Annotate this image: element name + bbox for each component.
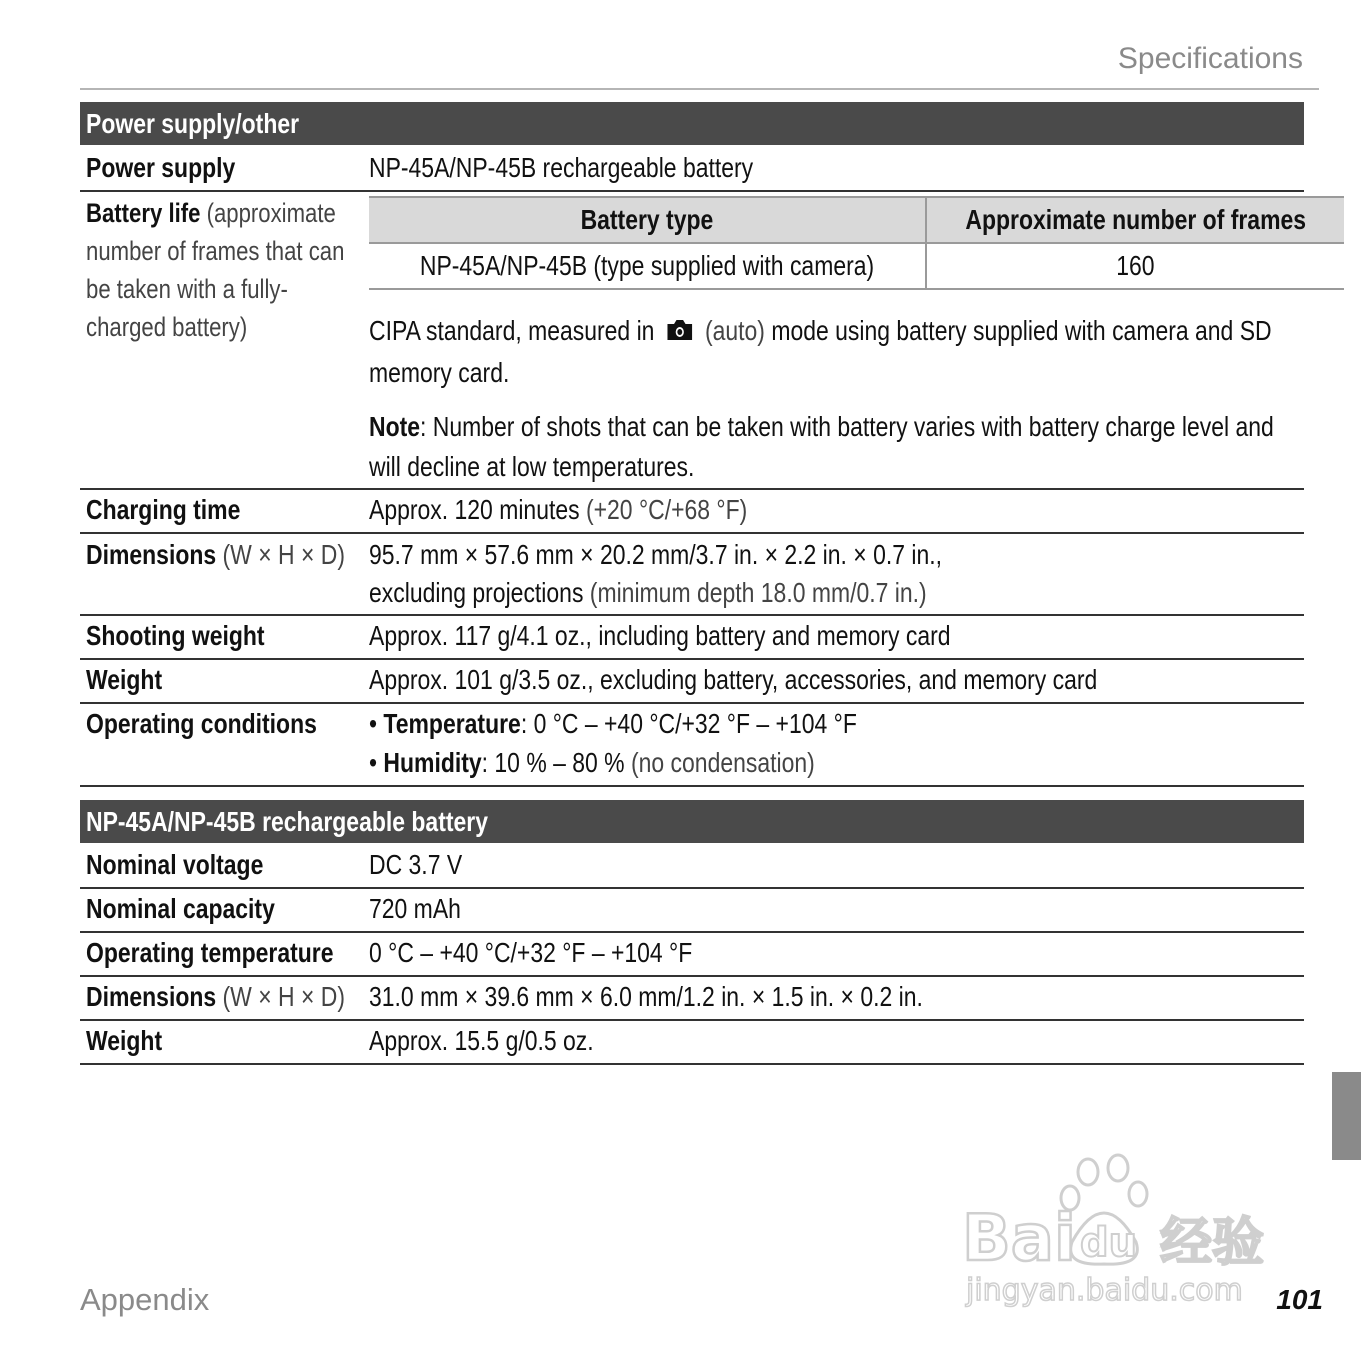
note-paragraph — [369, 407, 1296, 487]
spec-label: Dimensions (W × H × D) — [86, 981, 345, 1012]
spec-value: Approx. 101 g/3.5 oz., excluding battery, accessories, and memory card — [369, 664, 1098, 695]
spec-row-nominal-capacity — [80, 889, 1304, 933]
spec-row-shooting-weight — [80, 616, 1304, 660]
spec-label: Weight — [86, 1025, 163, 1056]
spec-row-power-supply — [80, 145, 1304, 192]
page-number: 101 — [1276, 1284, 1323, 1315]
table-header-cell: Battery type — [369, 197, 926, 243]
svg-text:Bai: Bai — [962, 1202, 1076, 1276]
svg-text:jingyan.baidu.com: jingyan.baidu.com — [966, 1273, 1243, 1308]
table-cell: NP-45A/NP-45B (type supplied with camera) — [369, 243, 926, 289]
section-header-power-supply — [80, 102, 1304, 145]
baidu-watermark — [960, 1150, 1290, 1320]
spec-row-weight-battery — [80, 1021, 1304, 1065]
spec-value: Approx. 120 minutes (+20 °C/+68 °F) — [369, 494, 748, 525]
battery-table — [369, 196, 1344, 290]
bullet-temperature: • Temperature: 0 °C – +40 °C/+32 °F – +104 °F — [369, 708, 857, 739]
spec-label: Dimensions (W × H × D) — [86, 539, 345, 570]
note-text: : Number of shots that can be taken with battery varies with battery charge level and will decline at low temperatures. — [369, 411, 1274, 482]
spec-label: Power supply — [86, 152, 236, 183]
section-title: NP-45A/NP-45B rechargeable battery — [86, 806, 488, 837]
cipa-mode: (auto) — [704, 315, 765, 346]
bullet-icon: • — [369, 747, 384, 778]
spec-label: Nominal voltage — [86, 849, 264, 880]
bullet-humidity: • Humidity: 10 % – 80 % (no condensation) — [369, 747, 815, 778]
cipa-text-before: CIPA standard, measured in — [369, 315, 655, 346]
battery-life-label — [86, 194, 366, 346]
chapter-tab — [1332, 1072, 1361, 1160]
spec-row-dimensions-battery — [80, 977, 1304, 1021]
spec-label-note: (approximate number of frames that can be taken with a fully-charged battery) — [86, 198, 345, 342]
section-header-battery — [80, 800, 1304, 843]
bullet-icon: • — [369, 708, 384, 739]
header-divider — [80, 88, 1319, 90]
spec-row-charging-time — [80, 490, 1304, 534]
camera-icon — [666, 313, 694, 353]
spec-row-operating-temperature — [80, 933, 1304, 977]
spec-label: Operating conditions — [86, 708, 317, 739]
spec-value: Approx. 15.5 g/0.5 oz. — [369, 1025, 594, 1056]
spec-value: Approx. 117 g/4.1 oz., including battery and memory card — [369, 620, 951, 651]
note-label: Note — [369, 411, 421, 442]
table-cell: 160 — [926, 243, 1344, 289]
spec-value: 720 mAh — [369, 893, 461, 924]
cipa-text-after: mode using battery supplied with camera and SD memory card. — [369, 315, 1272, 388]
spec-label: Weight — [86, 664, 163, 695]
spec-label: Nominal capacity — [86, 893, 275, 924]
spec-value-line2: excluding projections (minimum depth 18.0 mm/0.7 in.) — [369, 577, 927, 608]
footer-section-label: Appendix — [80, 1282, 210, 1317]
svg-text:du: du — [1080, 1220, 1138, 1266]
spec-value-line1: 95.7 mm × 57.6 mm × 20.2 mm/3.7 in. × 2.2 in. × 0.7 in., — [369, 539, 943, 570]
spec-row-nominal-voltage — [80, 843, 1304, 889]
section-title: Power supply/other — [86, 108, 300, 139]
spec-row-weight — [80, 660, 1304, 704]
spec-row-dimensions — [80, 534, 1304, 616]
spec-value: NP-45A/NP-45B rechargeable battery — [369, 152, 754, 183]
svg-text:经验: 经验 — [1160, 1213, 1265, 1273]
table-header-cell: Approximate number of frames — [926, 197, 1344, 243]
spec-value: 31.0 mm × 39.6 mm × 6.0 mm/1.2 in. × 1.5 in. × 0.2 in. — [369, 981, 923, 1012]
spec-label: Charging time — [86, 494, 241, 525]
table-row — [369, 243, 1344, 289]
table-header-row — [369, 197, 1344, 243]
spec-label: Shooting weight — [86, 620, 265, 651]
spec-value: DC 3.7 V — [369, 849, 463, 880]
page-header-title: Specifications — [1117, 42, 1303, 75]
cipa-paragraph — [369, 311, 1296, 393]
spec-label: Operating temperature — [86, 937, 334, 968]
spec-value: 0 °C – +40 °C/+32 °F – +104 °F — [369, 937, 693, 968]
spec-label: Battery life — [86, 198, 201, 228]
